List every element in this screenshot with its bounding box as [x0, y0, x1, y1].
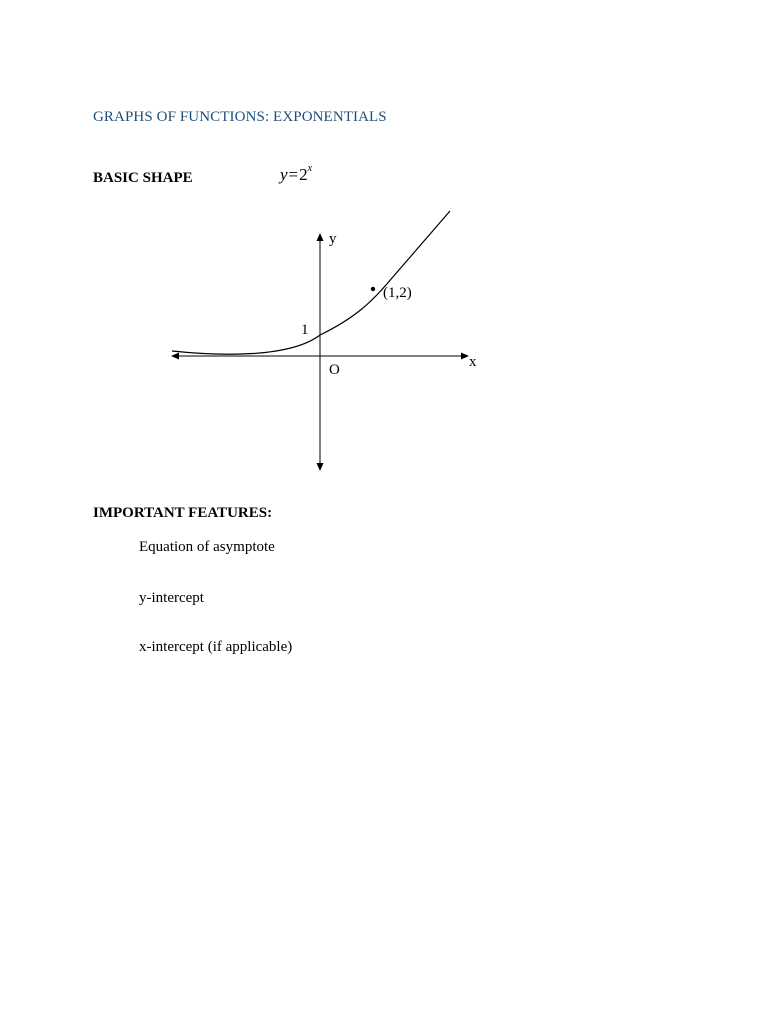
point-marker: [371, 287, 375, 291]
equation-operator: =: [288, 165, 299, 184]
feature-item-asymptote: Equation of asymptote: [139, 539, 275, 555]
point-label: (1,2): [383, 285, 412, 301]
equation-base: 2: [299, 165, 308, 184]
equation-exponent: x: [307, 163, 313, 175]
basic-shape-heading: BASIC SHAPE: [93, 170, 193, 186]
y-axis-label: y: [329, 231, 337, 247]
page-title: GRAPHS OF FUNCTIONS: EXPONENTIALS: [93, 109, 387, 125]
equation-lhs: y: [280, 165, 288, 184]
origin-label: O: [329, 362, 340, 378]
x-axis-label: x: [469, 354, 477, 370]
y-intercept-label: 1: [301, 322, 309, 338]
feature-item-x-intercept: x-intercept (if applicable): [139, 639, 293, 655]
exponential-curve: [172, 211, 450, 354]
feature-item-y-intercept: y-intercept: [139, 590, 204, 606]
features-heading: IMPORTANT FEATURES:: [93, 505, 273, 521]
